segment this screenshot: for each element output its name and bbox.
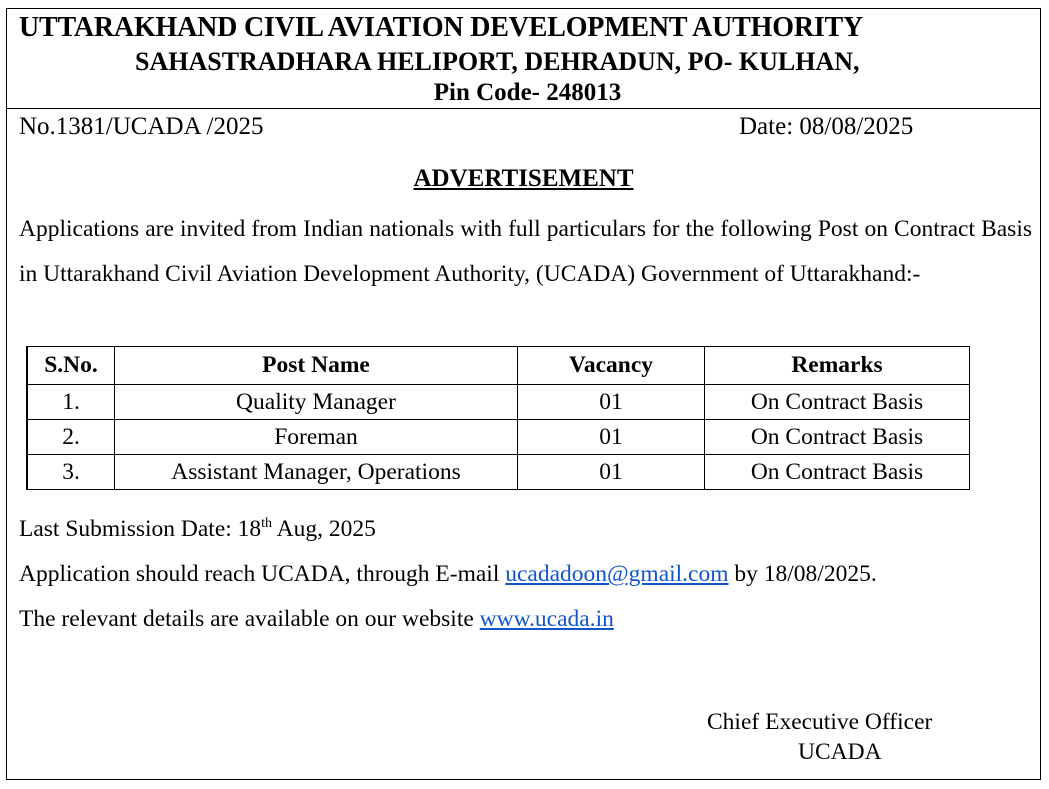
email-link[interactable]: ucadadoon@gmail.com bbox=[505, 561, 729, 587]
email-prefix: Application should reach UCADA, through E-mail bbox=[19, 561, 506, 587]
cell-vacancy: 01 bbox=[518, 420, 705, 455]
website-info bbox=[19, 606, 614, 633]
pin-code: Pin Code- 248013 bbox=[433, 79, 622, 106]
page-title: ADVERTISEMENT bbox=[413, 165, 634, 192]
cell-sno: 1. bbox=[27, 385, 115, 420]
col-header-post: Post Name bbox=[115, 347, 518, 385]
signatory-org: UCADA bbox=[798, 739, 882, 765]
intro-paragraph: Applications are invited from Indian nationals with full particulars for the following Post on Contract Basis in Uttarakhand Civil Aviation Development Authority, (UCADA) Government of Uttarakhand:- bbox=[19, 216, 1032, 287]
issue-date: Date: 08/08/2025 bbox=[739, 113, 914, 140]
letterhead bbox=[7, 9, 1040, 109]
website-link[interactable]: www.ucada.in bbox=[479, 606, 614, 632]
email-instruction bbox=[19, 561, 877, 588]
cell-sno: 2. bbox=[27, 420, 115, 455]
submission-label: Last Submission Date: 18 bbox=[19, 516, 262, 542]
signatory-designation: Chief Executive Officer bbox=[707, 709, 933, 735]
table-row bbox=[27, 385, 970, 420]
cell-vacancy: 01 bbox=[518, 455, 705, 490]
cell-sno: 3. bbox=[27, 455, 115, 490]
submission-ordinal: th bbox=[261, 516, 273, 532]
website-prefix: The relevant details are available on our website bbox=[19, 606, 480, 632]
posts-table bbox=[26, 346, 970, 490]
table-header-row bbox=[27, 347, 970, 385]
submission-rest: Aug, 2025 bbox=[272, 516, 376, 542]
last-submission-date bbox=[19, 516, 376, 543]
advertisement-page bbox=[6, 8, 1041, 780]
org-address: SAHASTRADHARA HELIPORT, DEHRADUN, PO- KULHAN, bbox=[135, 47, 860, 76]
cell-post: Assistant Manager, Operations bbox=[115, 455, 518, 490]
table-row bbox=[27, 455, 970, 490]
table-row bbox=[27, 420, 970, 455]
org-name: UTTARAKHAND CIVIL AVIATION DEVELOPMENT AUTHORITY bbox=[19, 12, 864, 43]
cell-post: Quality Manager bbox=[115, 385, 518, 420]
cell-remarks: On Contract Basis bbox=[705, 420, 970, 455]
col-header-remarks: Remarks bbox=[705, 347, 970, 385]
cell-remarks: On Contract Basis bbox=[705, 385, 970, 420]
cell-remarks: On Contract Basis bbox=[705, 455, 970, 490]
reference-number: No.1381/UCADA /2025 bbox=[19, 113, 264, 140]
cell-vacancy: 01 bbox=[518, 385, 705, 420]
col-header-vacancy: Vacancy bbox=[518, 347, 705, 385]
cell-post: Foreman bbox=[115, 420, 518, 455]
col-header-sno: S.No. bbox=[27, 347, 115, 385]
email-suffix: by 18/08/2025. bbox=[728, 561, 877, 587]
